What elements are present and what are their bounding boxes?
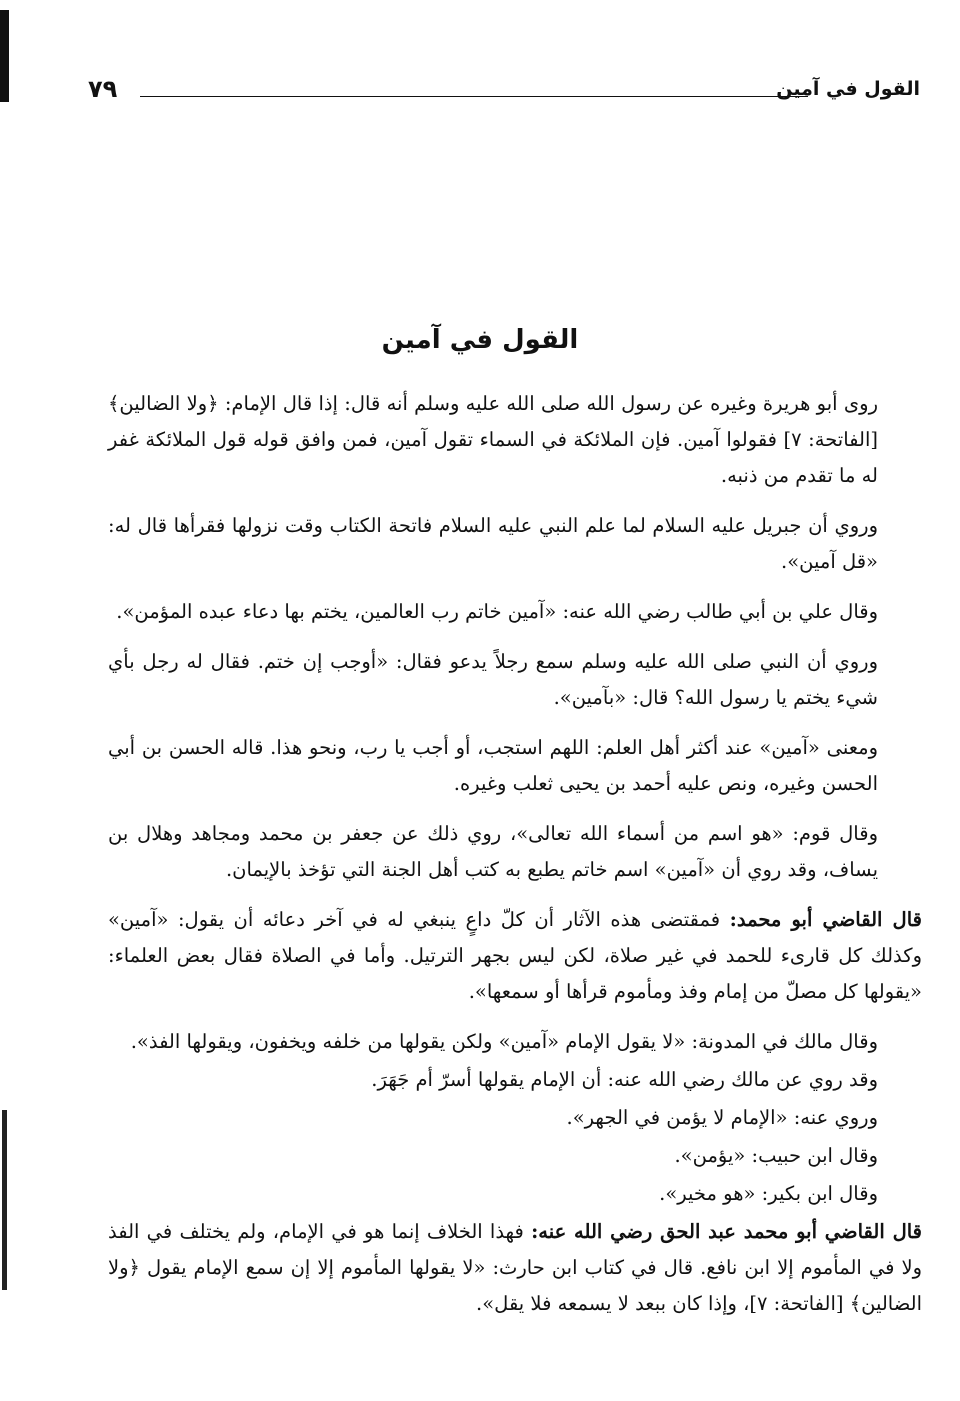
paragraph-text: فهذا الخلاف إنما هو في الإمام، ولم يختلف في الفذ ولا في المأموم إلا ابن نافع. قال في كتاب ابن حارث: «لا يقولها المأموم إلا إن سمع الإمام يقول ﴿ولا الضالين﴾ [الفاتحة: ٧]، وإذا كان ببعد لا يسمعه فلا يقل». [108,1220,922,1315]
paragraph-text: وروي أن جبريل عليه السلام لما علم النبي عليه السلام فاتحة الكتاب وقت نزولها فقرأها قال له: «قل آمين». [108,514,878,573]
paragraph-text: وقال ابن حبيب: «يؤمن». [674,1144,878,1167]
body-text [108,386,922,1336]
paragraph-text: وقال ابن بكير: «هو مخير». [659,1182,878,1205]
paragraph-text: وقال قوم: «هو اسم من أسماء الله تعالى»، روي ذلك عن جعفر بن محمد ومجاهد وهلال بن يساف، وقد روي أن «آمين» اسم خاتم يطبع به كتب أهل الجنة التي تؤخذ بالإيمان. [108,822,878,881]
paragraph-text: ومعنى «آمين» عند أكثر أهل العلم: اللهم استجب، أو أجب يا رب، ونحو هذا. قاله الحسن بن أبي الحسن وغيره، ونص عليه أحمد بن يحيى ثعلب وغيره. [108,736,878,795]
paragraph-11 [108,1138,922,1174]
paragraph-10 [108,1100,922,1136]
running-title: القول في آمين [776,78,920,100]
scan-edge-mark-lower [2,1110,7,1290]
paragraph-5 [108,730,922,802]
paragraph-text: روى أبو هريرة وغيره عن رسول الله صلى الله عليه وسلم أنه قال: إذا قال الإمام: ﴿ولا الضالين﴾ [الفاتحة: ٧] فقولوا آمين. فإن الملائكة في السماء تقول آمين، فمن وافق قوله قول الملائكة غفر له ما تقدم من ذنبه. [108,392,878,487]
paragraph-1 [108,386,922,494]
header-rule [140,96,808,97]
paragraph-lead: قال القاضي أبو محمد عبد الحق رضي الله عنه: [531,1220,923,1243]
paragraph-text: فمقتضى هذه الآثار أن كلّ داعٍ ينبغي له في آخر دعائه أن يقول: «آمين» وكذلك كل قارىء للحمد في غير صلاة، لكن ليس بجهر الترتيل. وأما في الصلاة فقال بعض العلماء: «يقولها كل مصلّ من إمام وفذ ومأموم قرأها أو سمعها». [108,908,922,1003]
paragraph-4 [108,644,922,716]
paragraph-12 [108,1176,922,1212]
paragraph-13 [108,1214,922,1322]
paragraph-6 [108,816,922,888]
paragraph-text: وقال مالك في المدونة: «لا يقول الإمام «آمين» ولكن يقولها من خلفه ويخفون، ويقولها الفذ». [130,1030,878,1053]
paragraph-lead: قال القاضي أبو محمد: [729,908,922,931]
paragraph-text: وروي عنه: «الإمام لا يؤمن في الجهر». [566,1106,878,1129]
paragraph-text: وروي أن النبي صلى الله عليه وسلم سمع رجلاً يدعو فقال: «أوجب إن ختم. فقال له رجل بأي شيء يختم يا رسول الله؟ قال: «بآمين». [108,650,878,709]
paragraph-8 [108,1024,922,1060]
paragraph-text: وقد روي عن مالك رضي الله عنه: أن الإمام يقولها أسرّ أم جَهَرَ. [371,1068,878,1091]
paragraph-7 [108,902,922,1010]
page-header [88,74,920,104]
scan-edge-mark [0,10,9,102]
paragraph-9 [108,1062,922,1098]
paragraph-3 [108,594,922,630]
paragraph-2 [108,508,922,580]
chapter-title: القول في آمين [381,325,579,356]
paragraph-text: وقال علي بن أبي طالب رضي الله عنه: «آمين خاتم رب العالمين، يختم بها دعاء عبده المؤمن». [116,600,878,623]
page-number: ٧٩ [88,75,118,103]
